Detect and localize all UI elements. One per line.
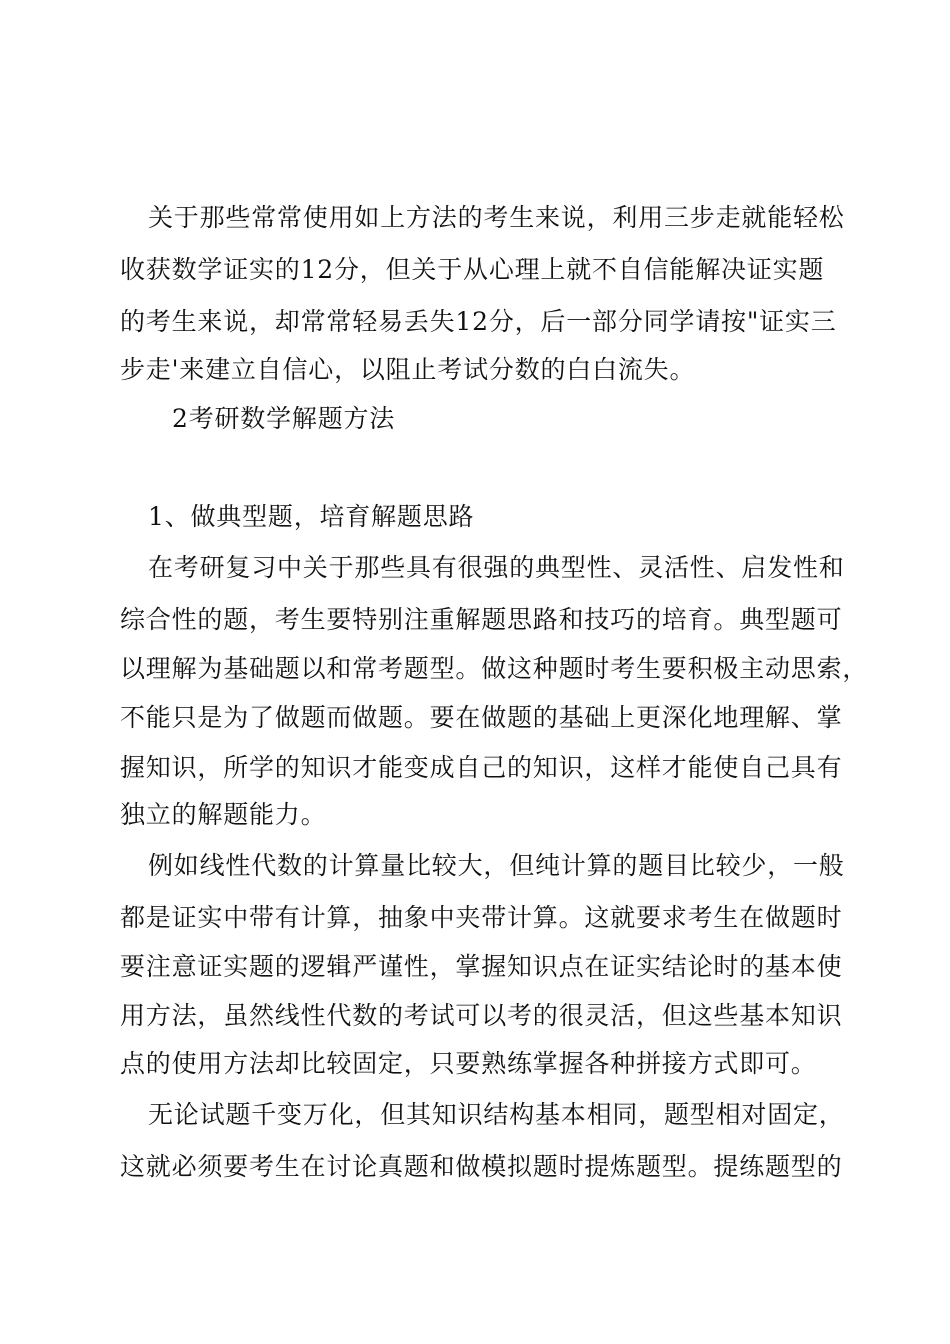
paragraph-line: 用方法，虽然线性代数的考试可以考的很灵活，但这些基本知识 — [120, 1001, 843, 1030]
paragraph-line: 这就必须要考生在讨论真题和做模拟题时提炼题型。提练题型的 — [120, 1152, 843, 1181]
paragraph-line: 在考研复习中关于那些具有很强的典型性、灵活性、启发性和 — [148, 553, 845, 582]
subheading: 1、做典型题，培育解题思路 — [148, 502, 475, 531]
paragraph-line: 握知识，所学的知识才能变成自己的知识，这样才能使自己具有 — [120, 753, 843, 782]
paragraph-line: 以理解为基础题以和常考题型。做这种题时考生要积极主动思索， — [120, 654, 869, 683]
paragraph-line: 不能只是为了做题而做题。要在做题的基础上更深化地理解、掌 — [120, 703, 843, 732]
paragraph-line: 都是证实中带有计算，抽象中夹带计算。这就要求考生在做题时 — [120, 903, 843, 932]
paragraph-line: 关于那些常常使用如上方法的考生来说，利用三步走就能轻松 — [148, 203, 845, 232]
paragraph-line: 点的使用方法却比较固定，只要熟练掌握各种拼接方式即可。 — [120, 1049, 817, 1078]
paragraph-line: 步走'来建立自信心，以阻止考试分数的白白流失。 — [120, 355, 696, 384]
paragraph-line: 收获数学证实的12分，但关于从心理上就不自信能解决证实题 — [120, 255, 825, 284]
paragraph-line: 的考生来说，却常常轻易丢失12分，后一部分同学请按"证实三 — [120, 307, 837, 336]
section-heading: 2考研数学解题方法 — [172, 404, 396, 433]
paragraph-line: 独立的解题能力。 — [120, 800, 327, 829]
paragraph-line: 要注意证实题的逻辑严谨性，掌握知识点在证实结论时的基本使 — [120, 952, 843, 981]
paragraph-line: 例如线性代数的计算量比较大，但纯计算的题目比较少，一般 — [148, 851, 845, 880]
paragraph-line: 综合性的题，考生要特别注重解题思路和技巧的培育。典型题可 — [120, 605, 843, 634]
paragraph-line: 无论试题千变万化，但其知识结构基本相同，题型相对固定， — [148, 1100, 845, 1129]
